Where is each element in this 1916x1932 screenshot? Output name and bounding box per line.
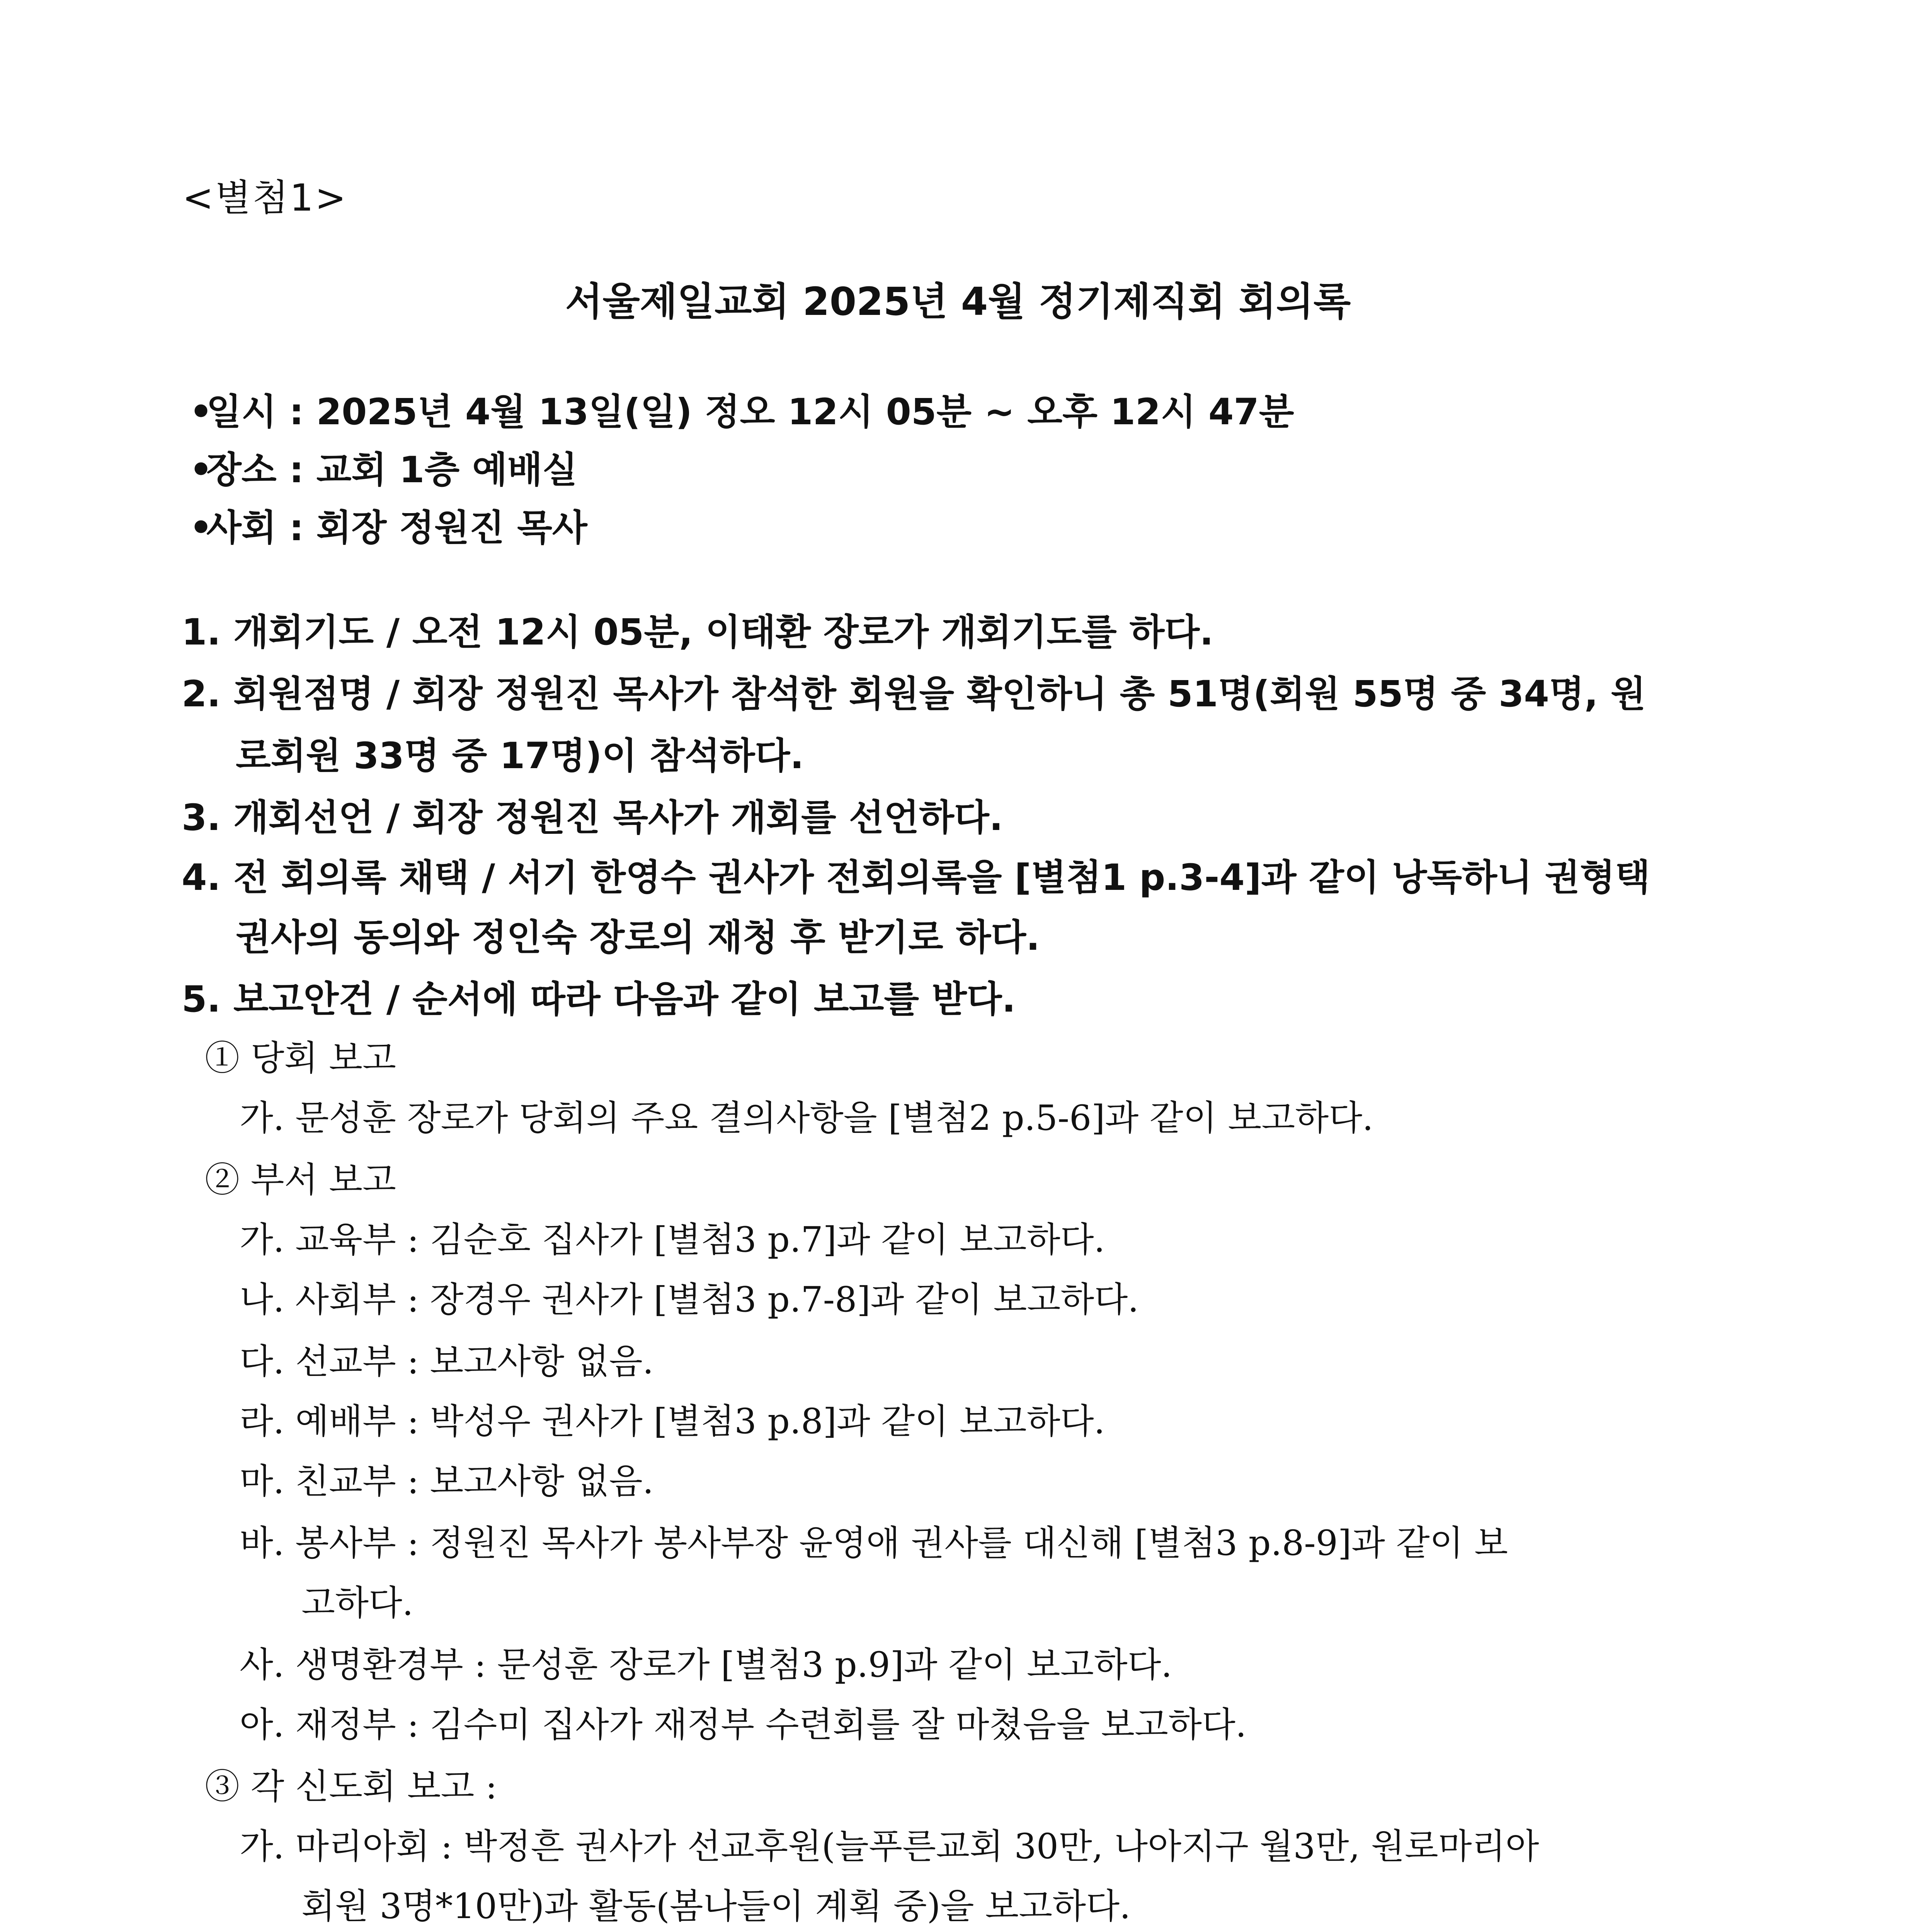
attachment-label: <별첨1> — [182, 176, 348, 219]
session-report-item: 가. 문성훈 장로가 당회의 주요 결의사항을 [별첨2 p.5-6]과 같이 보고하다. — [240, 1098, 1373, 1138]
agenda-item-2-cont: 로회원 33명 중 17명)이 참석하다. — [236, 735, 804, 777]
group-report-maria-cont: 회원 3명*10만)과 활동(봄나들이 계획 중)을 보고하다. — [301, 1886, 1131, 1927]
info-place — [189, 440, 577, 493]
agenda-item-4: 4. 전 회의록 채택 / 서기 한영수 권사가 전회의록을 [별첨1 p.3-4]과 같이 낭독하니 권형택 — [182, 857, 1650, 899]
dept-report-fellowship: 마. 친교부 : 보고사항 없음. — [240, 1461, 654, 1502]
agenda-item-2: 2. 회원점명 / 회장 정원진 목사가 참석한 회원을 확인하니 총 51명(회원 55명 중 34명, 원 — [182, 673, 1646, 715]
dept-report-environment: 사. 생명환경부 : 문성훈 장로가 [별첨3 p.9]과 같이 보고하다. — [240, 1645, 1172, 1685]
info-chair-text: 사회 : 회장 정원진 목사 — [206, 507, 587, 549]
info-date — [189, 383, 1294, 435]
bullet-icon: • — [189, 507, 213, 549]
info-place-text: 장소 : 교회 1층 예배실 — [206, 449, 578, 491]
dept-report-education: 가. 교육부 : 김순호 집사가 [별첨3 p.7]과 같이 보고하다. — [240, 1219, 1105, 1260]
info-chair — [189, 498, 587, 551]
dept-report-service: 바. 봉사부 : 정원진 목사가 봉사부장 윤영애 권사를 대신해 [별첨3 p.8-9]과 같이 보 — [240, 1523, 1508, 1563]
info-date-text: 일시 : 2025년 4월 13일(일) 정오 12시 05분 ~ 오후 12시 47분 — [206, 391, 1294, 433]
agenda-item-1: 1. 개회기도 / 오전 12시 05분, 이태환 장로가 개회기도를 하다. — [182, 611, 1213, 653]
dept-report-mission: 다. 선교부 : 보고사항 없음. — [240, 1341, 654, 1382]
section-heading-groups: ③ 각 신도회 보고 : — [205, 1766, 497, 1807]
dept-report-service-cont: 고하다. — [301, 1583, 413, 1623]
group-report-maria: 가. 마리아회 : 박정흔 권사가 선교후원(늘푸른교회 30만, 나아지구 월3만, 원로마리아 — [240, 1826, 1539, 1867]
section-heading-session: ① 당회 보고 — [205, 1038, 396, 1078]
dept-report-society: 나. 사회부 : 장경우 권사가 [별첨3 p.7-8]과 같이 보고하다. — [240, 1279, 1139, 1320]
dept-report-finance: 아. 재정부 : 김수미 집사가 재정부 수련회를 잘 마쳤음을 보고하다. — [240, 1704, 1247, 1745]
agenda-item-5: 5. 보고안건 / 순서에 따라 다음과 같이 보고를 받다. — [182, 978, 1016, 1020]
agenda-item-3: 3. 개회선언 / 회장 정원진 목사가 개회를 선언하다. — [182, 797, 1003, 839]
agenda-item-4-cont: 권사의 동의와 정인숙 장로의 재청 후 받기로 하다. — [236, 917, 1040, 959]
dept-report-worship: 라. 예배부 : 박성우 권사가 [별첨3 p.8]과 같이 보고하다. — [240, 1401, 1105, 1442]
document-title: 서울제일교회 2025년 4월 정기제직회 회의록 — [565, 279, 1351, 324]
bullet-icon: • — [189, 449, 213, 491]
bullet-icon: • — [189, 391, 213, 433]
section-heading-departments: ② 부서 보고 — [205, 1160, 396, 1200]
